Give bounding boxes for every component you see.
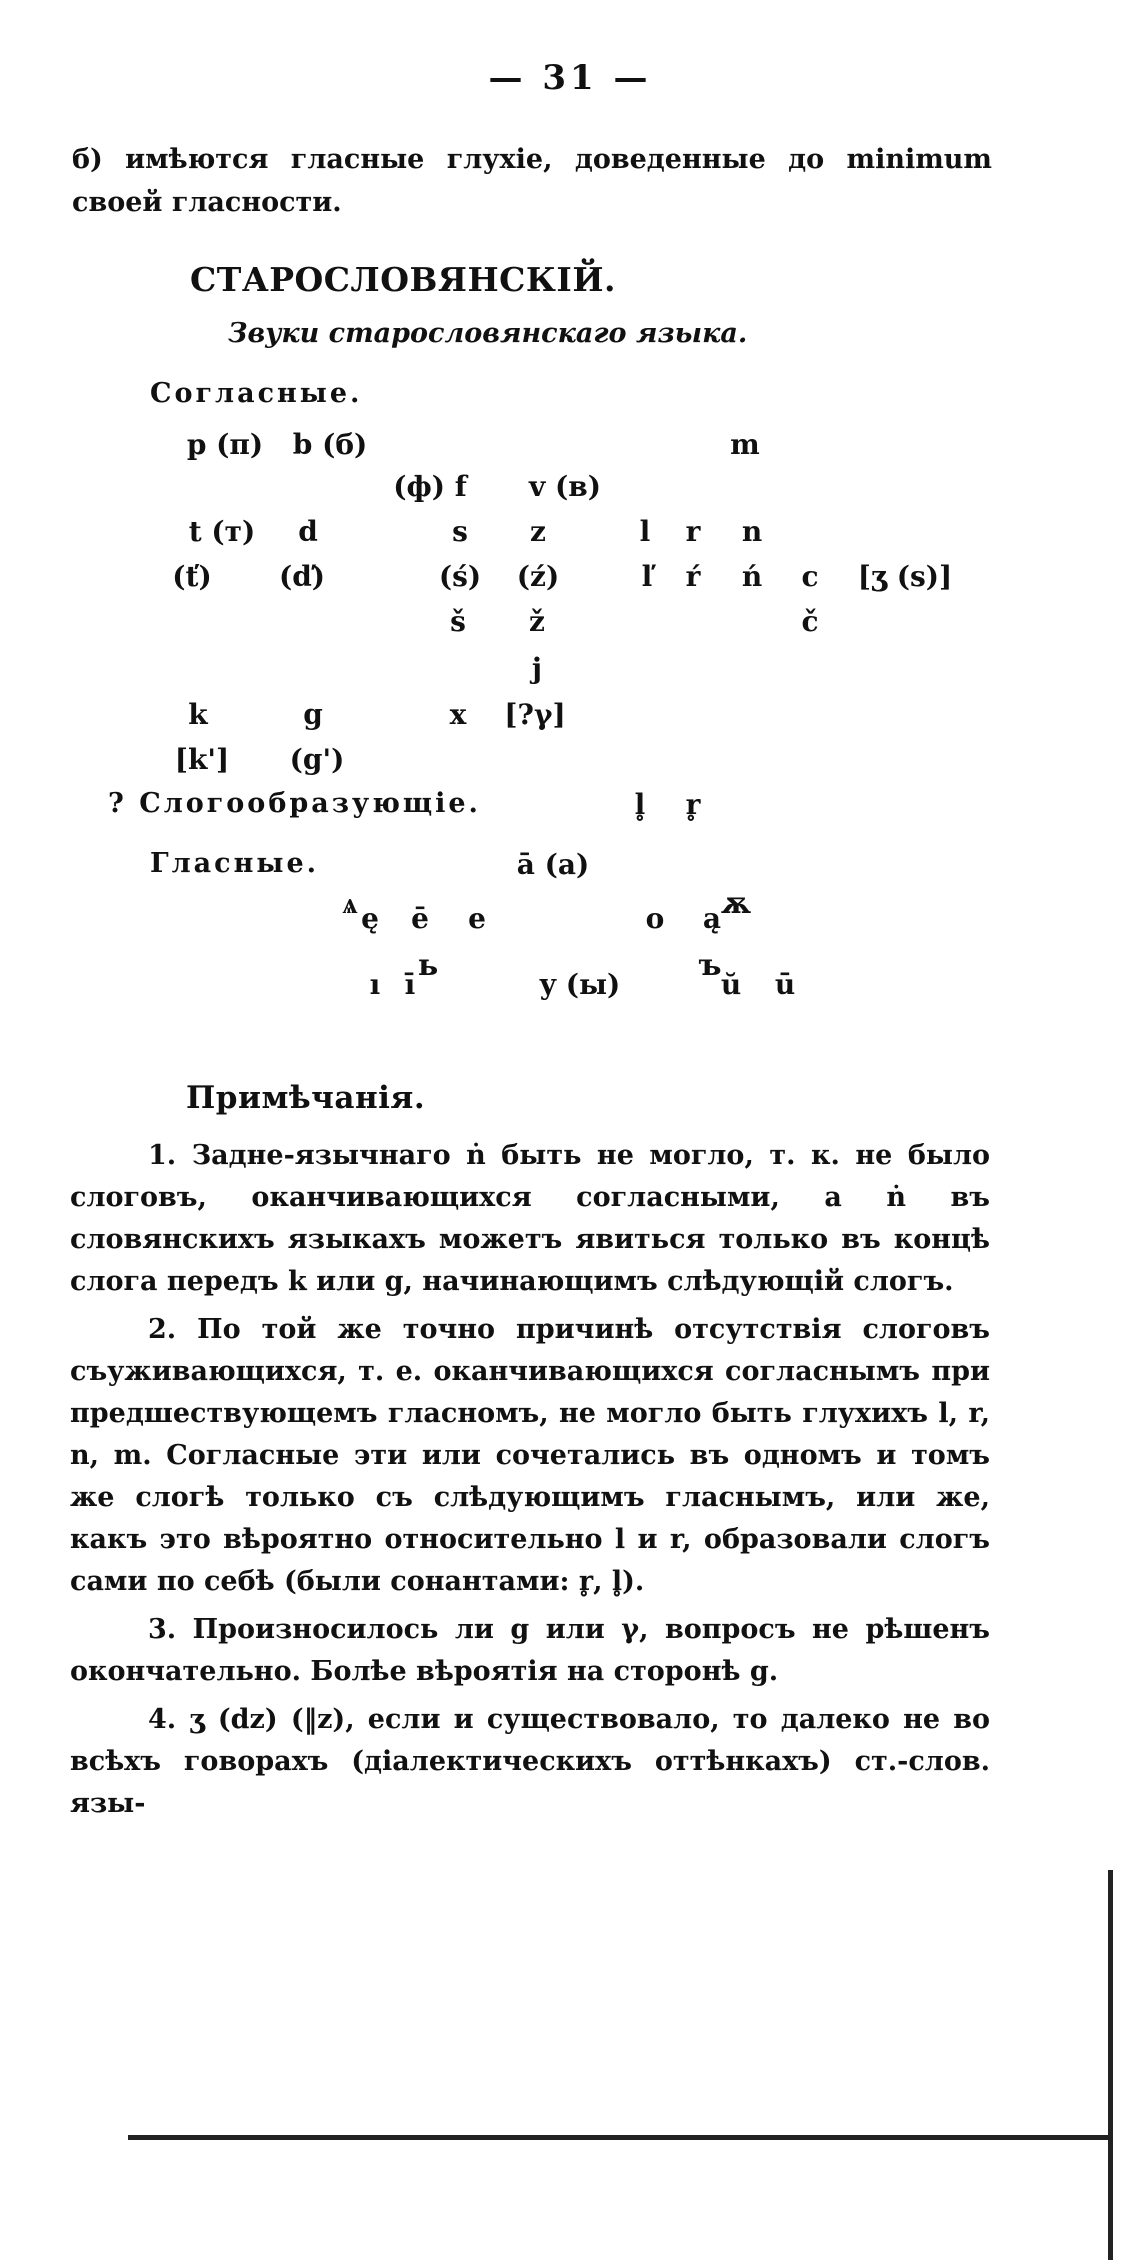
cell-s-soft: (ś) [438,560,482,593]
cell-t: t (т) [188,515,256,548]
notes-list [70,1135,990,1831]
cell-l: l [639,515,651,548]
cell-v: v (в) [529,470,601,503]
cell-z-soft: (ź) [516,560,560,593]
cell-k: k [188,698,208,731]
cell-l-soft: ľ [641,560,653,593]
cell-m: m [730,428,760,461]
cell-u-short: ŭ [720,968,742,1001]
cell-n: n [741,515,763,548]
section-subtitle: Звуки старословянскаго языка. [228,318,748,349]
cell-a: ā (а) [516,848,590,881]
cell-r: r [685,515,701,548]
intro-paragraph: б) имѣются гласные глухіе, доведенные до minimum своей гласности. [72,144,992,218]
bottom-rule [128,2135,1108,2140]
notes-title: Примѣчанія. [186,1080,426,1116]
cell-e-nasal: ę [361,902,379,935]
cell-j: j [531,652,543,685]
note-4: 4. ʒ (dz) (‖z), если и существовало, то далеко не во всѣхъ говорахъ (діалектическихъ оттѣнкахъ) ст.-слов. язы- [70,1704,990,1819]
cell-i-short: ı [369,968,381,1001]
consonants-label: Согласные. [150,378,363,409]
cell-dz: [ʒ (ѕ)] [857,560,953,593]
cell-i-long: ī [404,968,416,1001]
cell-k-soft: [k'] [174,743,230,776]
note-1: 1. Задне-язычнаго ṅ быть не могло, т. к. не было слоговъ, оканчивающихся согласными, а ṅ въ словянскихъ языкахъ можетъ явиться только въ концѣ слога передъ k или g, начинающимъ слѣдующій слогъ. [70,1140,990,1297]
cell-t-soft: (ť) [172,560,212,593]
cell-syllabic-r: r̥ [685,788,701,821]
note-3: 3. Произносилось ли g или γ, вопросъ не рѣшенъ окончательно. Болѣе вѣроятія на сторонѣ g. [70,1614,990,1687]
vowels-label: Гласные. [150,848,320,879]
cell-d-soft: (ď) [278,560,326,593]
cell-d: d [298,515,318,548]
cell-y: y (ы) [539,968,621,1001]
cell-e: e [468,902,486,935]
cell-f: (ф) f [393,470,467,503]
cell-e-long: ē [411,902,429,935]
cell-gamma: [?γ] [504,698,566,731]
cell-z: z [530,515,546,548]
cell-ch: č [801,605,819,638]
cell-s: s [452,515,468,548]
cell-syllabic-l: l̥ [634,788,646,821]
cell-o: o [645,902,665,935]
mark-hard-sign: ъ [698,948,722,983]
cell-sh: š [450,605,466,638]
cell-g-soft: (g') [289,743,345,776]
cell-g: g [303,698,323,731]
syllabic-label: ? Слогообразующіе. [108,788,481,819]
binding-edge-line [1108,1870,1113,2260]
page-number: — 31 — [488,58,652,98]
note-2: 2. По той же точно причинѣ отсутствія слоговъ съуживающихся, т. е. оканчивающихся согласнымъ при предшествующемъ гласномъ, не могло быть глухихъ l, r, n, m. Согласные эти или сочетались въ одномъ и томъ же слогѣ только съ слѣдующимъ гласнымъ, или же, какъ это вѣроятно относительно l и r, образовали слогъ сами по себѣ (были сонантами: r̥, l̥). [70,1314,990,1597]
cell-b: b (б) [292,428,368,461]
mark-yus-big: ѫ [720,886,752,921]
cell-r-soft: ŕ [685,560,701,593]
cell-u-long: ū [774,968,796,1001]
section-title: СТАРОСЛОВЯНСКІЙ. [190,260,617,299]
cell-o-nasal: ą [702,902,722,935]
cell-zh: ž [529,605,545,638]
cell-p: p (п) [186,428,264,461]
cell-c: c [801,560,819,593]
cell-x: x [449,698,467,731]
mark-yus-small: ѧ [342,886,358,921]
mark-soft-sign: ь [417,948,439,983]
cell-n-soft: ń [741,560,763,593]
